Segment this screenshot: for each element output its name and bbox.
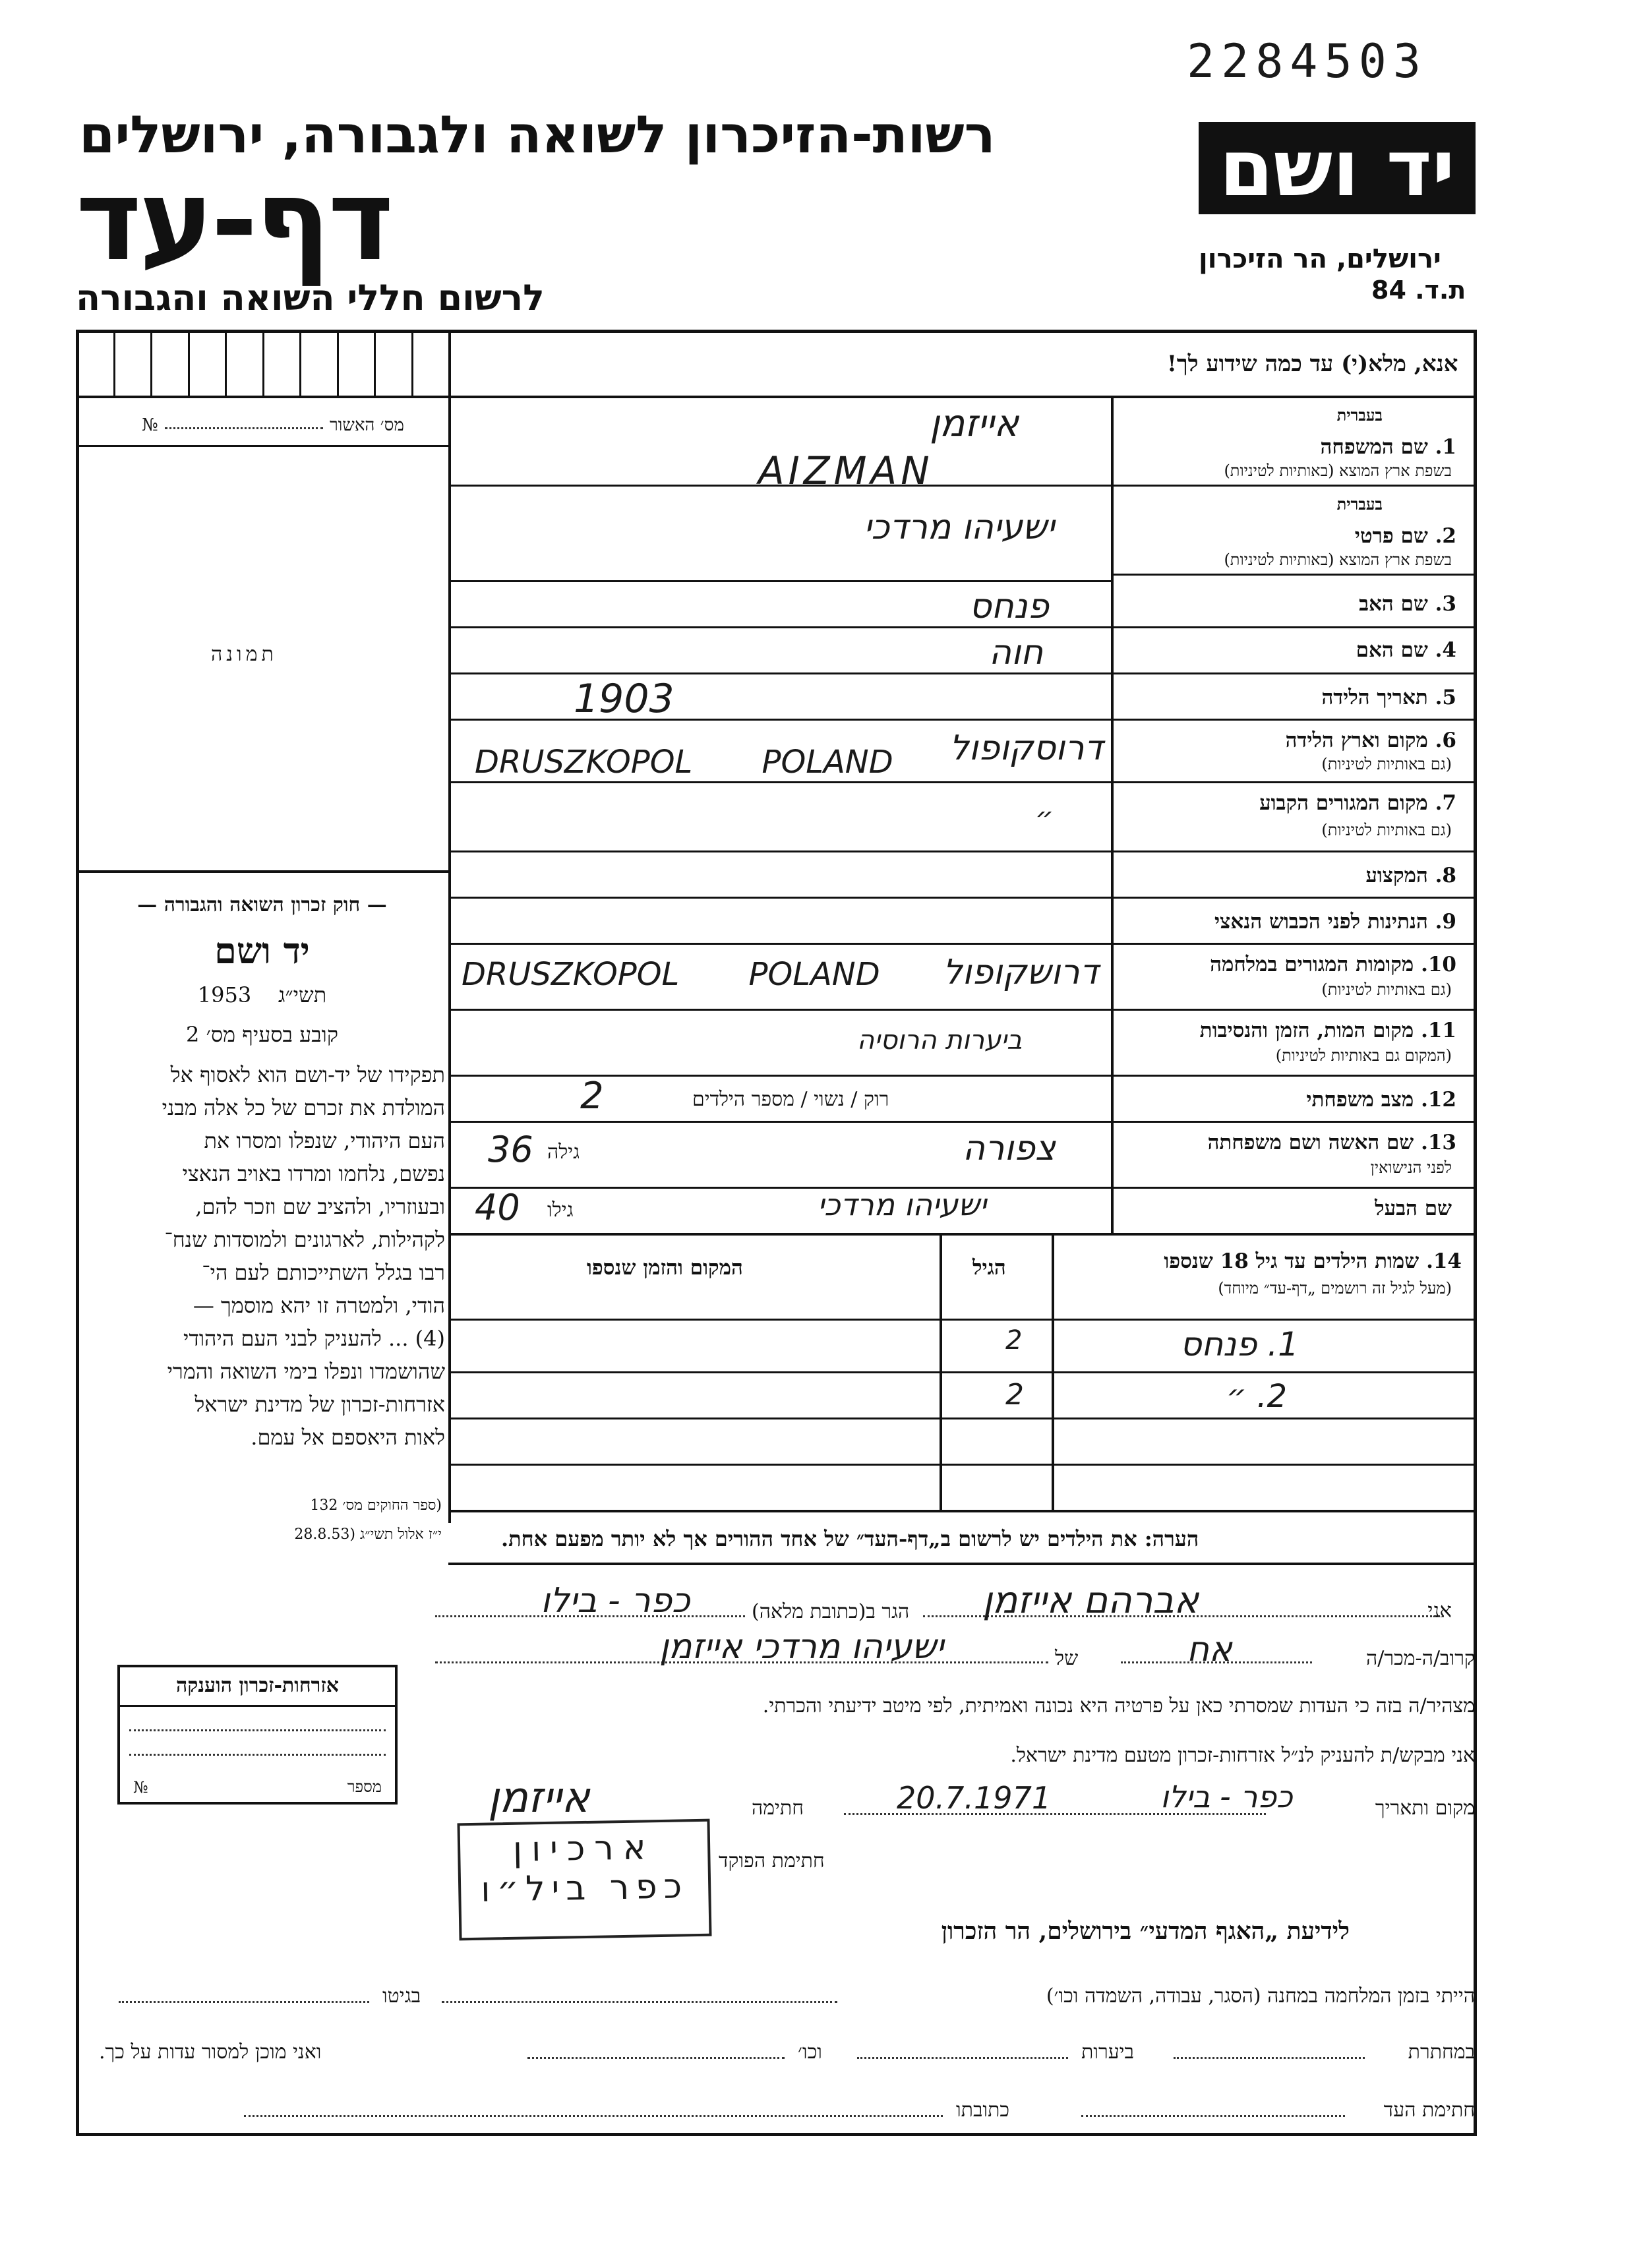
field-10-name: מקומות המגורים במלחמה xyxy=(1210,953,1414,976)
field-10-label xyxy=(1210,953,1456,976)
field-9-num: 9. xyxy=(1435,910,1456,934)
signature-label: חתימה xyxy=(752,1797,804,1820)
field-3-value: פנחס xyxy=(969,587,1050,626)
field-5-label xyxy=(1321,686,1456,709)
field-13-age-label: גילה xyxy=(547,1141,580,1164)
children-title: שמות הילדים עד גיל 18 שנספו xyxy=(1164,1249,1419,1273)
declarant-ani: אני xyxy=(1427,1599,1452,1623)
law-line: רבו בגלל השתייכותם לעם הי־ xyxy=(202,1260,445,1285)
law-line: שהושמדו ונפלו בימי השואה והמרי xyxy=(167,1359,445,1384)
field-2-hebrew-tag: בעברית xyxy=(1336,494,1383,514)
archive-stamp xyxy=(457,1819,711,1941)
cert-no-mark: № xyxy=(142,415,158,435)
field-11-num: 11. xyxy=(1421,1019,1456,1042)
law-line: (4) ... להעניק לבני העם היהודי xyxy=(183,1326,445,1351)
field-1-value-latin: AIZMAN xyxy=(758,448,934,493)
field-5-value: 1903 xyxy=(574,676,674,722)
cert-label: מס׳ האשור xyxy=(330,415,404,435)
field-1-num: 1. xyxy=(1435,435,1456,459)
declaration-1: מצהיר/ה בזה כי העדות שמסרתי כאן על פרטיה היא נכונה ואמיתית, לפי מיטב ידיעתי והכרתי. xyxy=(762,1694,1475,1717)
field-10-value: דרושקופול xyxy=(943,953,1099,992)
field-6-label xyxy=(1286,729,1456,752)
field-13-value: צפורה xyxy=(963,1129,1056,1168)
address-line-2: ת.ד. 84 xyxy=(1371,276,1466,305)
field-7-value: ״ xyxy=(1035,801,1054,835)
form-title: דף-עד xyxy=(76,156,392,286)
law-year-number: 1953 xyxy=(197,982,252,1007)
children-sub: (מעל לגיל זה רושמים „דף-עד״ מיוחד) xyxy=(1218,1279,1452,1298)
field-3-num: 3. xyxy=(1435,592,1456,616)
field-4-num: 4. xyxy=(1435,638,1456,662)
field-4-name: שם האם xyxy=(1356,638,1428,662)
field-5-name: תאריך הלידה xyxy=(1321,686,1428,709)
field-13-num: 13. xyxy=(1421,1131,1456,1154)
intel-line1-a: הייתי בזמן המלחמה במחנה (הסגר, עבודה, השמדה וכו׳) xyxy=(1046,1984,1475,2008)
place-date-label: מקום ותאריך xyxy=(1375,1797,1475,1820)
field-1-name: שם המשפחה xyxy=(1320,435,1428,459)
law-line: לאות היאספם אל עמם. xyxy=(251,1425,445,1450)
declarant-of-name: ישעיהו מרדכי אייזמן xyxy=(659,1627,944,1667)
stamp-line-2: כפר ביל״ו xyxy=(480,1866,689,1910)
intel-line2-c: וכו׳ xyxy=(798,2041,822,2064)
field-10-num: 10. xyxy=(1421,953,1456,976)
citizenship-title: אזרחות-זכרון הוענקה xyxy=(175,1674,340,1697)
field-12-prefix: רוק / נשוי / מספר הילדים xyxy=(692,1088,889,1111)
field-4-label xyxy=(1356,638,1456,662)
intel-line2-a: במחתרת xyxy=(1408,2041,1475,2064)
law-clause: קובע בסעיף מס׳ 2 xyxy=(186,1022,338,1047)
declaration-2: אני מבקש/ת להעניק לנ״ל אזרחות-זכרון מטעם מדינת ישראל. xyxy=(1010,1744,1475,1767)
field-husband-label: שם הבעל xyxy=(1375,1197,1452,1220)
field-husband-age: 40 xyxy=(475,1187,520,1228)
field-2-value: ישעיהו מרדכי xyxy=(864,508,1055,547)
field-11-label xyxy=(1200,1019,1456,1042)
field-7-label xyxy=(1259,791,1456,815)
children-col-place: המקום והזמן שנספו xyxy=(587,1256,743,1280)
field-2-label xyxy=(1355,524,1456,548)
field-11-name: מקום המות, הזמן והנסיבות xyxy=(1199,1019,1414,1042)
declarant-address: כפר - בילו xyxy=(541,1581,690,1621)
field-2-num: 2. xyxy=(1435,524,1456,548)
field-8-label xyxy=(1365,864,1456,887)
field-8-num: 8. xyxy=(1435,864,1456,887)
child-1-age: 2 xyxy=(1005,1325,1023,1356)
officer-label: חתימת הפוקד xyxy=(719,1849,825,1872)
field-3-label xyxy=(1359,592,1456,616)
law-line: אזרחות-זכרון של מדינת ישראל xyxy=(194,1392,445,1417)
intel-line3-b: כתובתו xyxy=(956,2099,1010,2122)
field-10-value-latin: DRUSZKOPOL POLAND xyxy=(462,956,880,993)
field-1-label xyxy=(1321,435,1456,459)
law-line: הודי, ולמטרה זו יהא מוסמך — xyxy=(193,1293,445,1318)
field-husband-age-label: גילו xyxy=(547,1199,574,1222)
photo-label: תמונה xyxy=(211,643,278,666)
field-3-name: שם האב xyxy=(1359,592,1428,616)
law-line: ובעוזריו, ולהציב שם וזכר להם, xyxy=(195,1194,445,1219)
field-6-num: 6. xyxy=(1435,729,1456,752)
child-2-age: 2 xyxy=(1005,1378,1024,1412)
form-subtitle: לרשום חללי השואה והגבורה xyxy=(76,277,545,318)
intel-line2-d: ואני מוכן למסור עדות על כך. xyxy=(99,2041,322,2064)
law-book-ref: (ספר החוקים מס׳ 132 xyxy=(310,1497,442,1514)
field-6-name: מקום וארץ הלידה xyxy=(1285,729,1428,752)
field-11-value: ביערות הרוסיה xyxy=(857,1025,1023,1056)
field-7-num: 7. xyxy=(1435,791,1456,815)
law-line: לקהילות, לארגונים ולמוסדות שנח־ xyxy=(164,1227,445,1252)
intel-title: לידיעת „האגף המדעי״ בירושלים, הר הזכרון xyxy=(941,1917,1350,1945)
yad-vashem-logo xyxy=(1199,122,1476,214)
field-2-sub: בשפת ארץ המוצא (באותיות לטיניות) xyxy=(1224,551,1452,569)
stamp-line-1: ארכיון xyxy=(512,1828,655,1870)
field-12-value: 2 xyxy=(580,1075,604,1118)
declarant-relation-label: קרוב/ה-מכר/ה xyxy=(1366,1647,1475,1670)
children-num: 14. xyxy=(1426,1249,1462,1273)
law-line: תפקידו של יד-ושם הוא לאסוף אל xyxy=(170,1062,445,1087)
law-line: העם היהודי, שנפלו ומסרו את xyxy=(204,1128,445,1153)
declarant-place: כפר - בילו xyxy=(1160,1779,1293,1814)
field-1-sub: בשפת ארץ המוצא (באותיות לטיניות) xyxy=(1224,462,1452,480)
field-13-sub: לפני הנישואין xyxy=(1370,1158,1452,1177)
child-1-name: 1. פנחס xyxy=(1180,1325,1299,1363)
children-note: הערה: את הילדים יש לרשום ב„דף-העד״ של אחד ההורים אך לא יותר מפעם אחת. xyxy=(501,1526,1199,1551)
field-9-label xyxy=(1214,910,1456,934)
citizenship-box xyxy=(117,1665,398,1805)
law-name: יד ושם xyxy=(214,930,310,972)
address-line-1: ירושלים, הר הזיכרון xyxy=(1199,244,1441,274)
field-9-name: הנתינות לפני הכבוש הנאצי xyxy=(1214,910,1428,934)
child-2-name: 2. ״ xyxy=(1226,1378,1287,1415)
logo-text: יד ושם xyxy=(1219,123,1455,214)
children-col-age: הגיל xyxy=(972,1256,1006,1280)
field-4-value: חוה xyxy=(989,633,1044,672)
law-title: — חוק זכרון השואה והגבורה — xyxy=(137,893,387,916)
field-1-value: אייזמן xyxy=(930,402,1019,445)
field-13-label xyxy=(1208,1131,1456,1154)
law-text xyxy=(82,1058,445,1454)
declarant-signature: אייזמן xyxy=(488,1774,590,1822)
declarant-resides-label: הגר ב(כתובת מלאה) xyxy=(752,1600,910,1623)
law-year xyxy=(82,982,442,1007)
intel-line3-a: חתימת העד xyxy=(1383,2099,1475,2122)
field-13-name: שם האשה ושם משפחתה xyxy=(1207,1131,1414,1154)
children-label xyxy=(1164,1249,1462,1273)
declarant-date: 20.7.1971 xyxy=(897,1780,1052,1816)
intel-line2-b: ביערות xyxy=(1081,2041,1135,2064)
field-5-num: 5. xyxy=(1435,686,1456,709)
field-8-name: המקצוע xyxy=(1365,864,1428,887)
field-12-label xyxy=(1306,1088,1456,1112)
instructions: אנא, מלא(י) עד כמה שידוע לך! xyxy=(1167,351,1458,377)
citizenship-no-mark: № xyxy=(133,1778,148,1797)
declarant-of-label: של xyxy=(1055,1647,1079,1670)
field-13-age: 36 xyxy=(488,1129,533,1170)
law-line: נפשם, נלחמו ומרדו באויב הנאצי xyxy=(182,1161,445,1186)
field-12-name: מצב משפחתי xyxy=(1306,1088,1414,1112)
field-6-value: דרוסקופול xyxy=(949,729,1103,768)
law-line: המולדת את זכרם של כל אלה מבני xyxy=(162,1095,445,1120)
field-10-sub: (גם באותיות לטיניות) xyxy=(1321,980,1452,999)
field-7-sub: (גם באותיות לטיניות) xyxy=(1321,821,1452,839)
law-date-ref: י״ז אלול תשי״ג (28.8.53 xyxy=(294,1526,442,1543)
org-title: רשות-הזיכרון לשואה ולגבורה, ירושלים xyxy=(79,105,996,165)
field-6-value-latin: DRUSZKOPOL POLAND xyxy=(475,744,893,781)
serial-number: 2284503 xyxy=(1187,34,1428,88)
intel-line1-b: בגיטו xyxy=(382,1984,421,2008)
declarant-relation: אח xyxy=(1187,1630,1232,1669)
field-1-hebrew-tag: בעברית xyxy=(1336,405,1383,425)
field-husband-value: ישעיהו מרדכי xyxy=(818,1187,987,1222)
field-7-name: מקום המגורים הקבוע xyxy=(1259,791,1428,815)
field-12-num: 12. xyxy=(1421,1088,1456,1112)
citizenship-number-label: מספר xyxy=(347,1777,382,1796)
field-2-name: שם פרטי xyxy=(1354,524,1428,548)
field-6-sub: (גם באותיות לטיניות) xyxy=(1321,755,1452,773)
law-year-hebrew: תשי״ג xyxy=(278,982,327,1007)
declarant-name: אברהם אייזמן xyxy=(982,1579,1199,1622)
field-11-sub: (המקום גם באותיות לטיניות) xyxy=(1275,1046,1452,1065)
code-boxes xyxy=(76,330,448,396)
law-refs xyxy=(86,1497,442,1543)
